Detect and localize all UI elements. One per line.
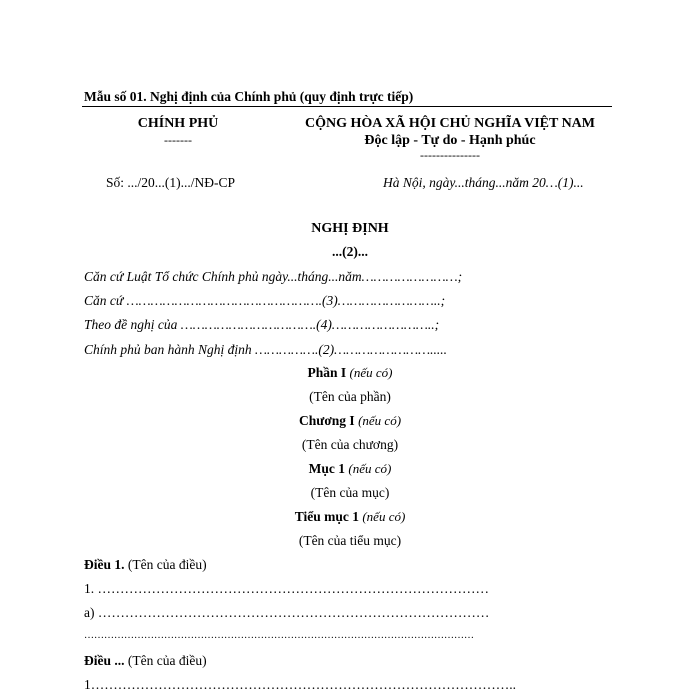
chapter-label: Chương I [298, 413, 355, 428]
section-name: (Tên của mục) [310, 485, 390, 500]
article-clause: 1………………………………………………………………………………….. [84, 677, 516, 692]
subsection-heading [200, 509, 500, 525]
dotted-line: ……………………………………………………………………………………………………… [84, 630, 474, 641]
article-clause: 1. …………………………………………………………………………… [84, 581, 489, 596]
preamble-line: Căn cứ ………………………………………….(3)……………………..; [84, 293, 446, 308]
document-subject: ...(2)... [332, 244, 368, 259]
issuing-agency-dash: ------- [164, 133, 192, 147]
article-name: (Tên của điều) [124, 653, 207, 668]
form-title: Mẫu số 01. Nghị định của Chính phủ (quy định trực tiếp) [84, 89, 414, 104]
article-label: Điều ... [84, 653, 125, 668]
national-motto: Độc lập - Tự do - Hạnh phúc [364, 133, 536, 148]
preamble-line: Theo đề nghị của …………………………….(4)……………………..; [84, 317, 440, 332]
article-name: (Tên của điều) [124, 557, 207, 572]
section-label: Mục 1 [308, 461, 346, 476]
preamble-line: Căn cứ Luật Tổ chức Chính phủ ngày...tháng...năm……………………; [84, 269, 463, 284]
section-note: (nếu có) [348, 461, 392, 476]
article-point: a) …………………………………………………………………………… [84, 605, 490, 620]
subsection-note: (nếu có) [362, 509, 406, 524]
part-heading [200, 365, 500, 381]
article-heading [84, 653, 207, 669]
section-heading [200, 461, 500, 477]
part-label: Phần I [307, 365, 347, 380]
place-date: Hà Nội, ngày...tháng...năm 20…(1)... [383, 175, 584, 190]
article-label: Điều 1. [84, 557, 125, 572]
chapter-name: (Tên của chương) [301, 437, 399, 452]
chapter-heading [200, 413, 500, 429]
document-type: NGHỊ ĐỊNH [311, 221, 389, 236]
document-number: Số: .../20...(1).../NĐ-CP [106, 175, 236, 190]
national-title: CỘNG HÒA XÃ HỘI CHỦ NGHĨA VIỆT NAM [304, 116, 595, 131]
issuing-agency: CHÍNH PHỦ [137, 116, 219, 131]
subsection-label: Tiểu mục 1 [294, 509, 359, 524]
title-underline [82, 106, 612, 107]
article-heading [84, 557, 207, 573]
national-motto-dash: --------------- [420, 148, 480, 162]
preamble-line: Chính phủ ban hành Nghị định …………….(2)……………………..... [84, 342, 448, 357]
chapter-note: (nếu có) [358, 413, 402, 428]
subsection-name: (Tên của tiểu mục) [298, 533, 402, 548]
part-name: (Tên của phần) [309, 389, 391, 404]
part-note: (nếu có) [349, 365, 393, 380]
